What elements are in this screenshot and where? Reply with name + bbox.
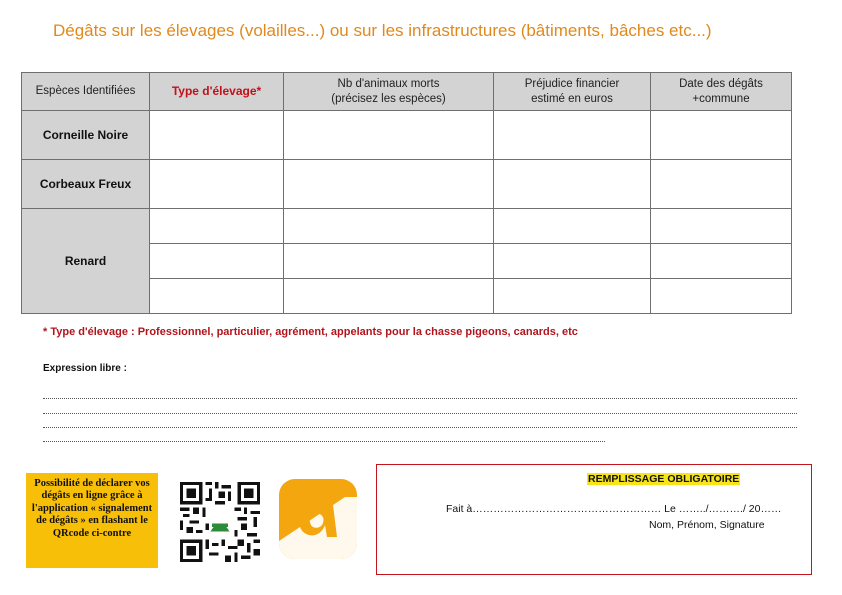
input-cell[interactable]: [150, 111, 284, 160]
expression-line[interactable]: [43, 441, 605, 442]
damage-table: [21, 72, 792, 314]
input-cell[interactable]: [284, 111, 494, 160]
header-damage-date: Date des dégâts +commune: [651, 73, 792, 111]
input-cell[interactable]: [494, 279, 651, 314]
input-cell[interactable]: [284, 244, 494, 279]
table-row: [22, 160, 792, 209]
table-row: [22, 111, 792, 160]
expression-line[interactable]: [43, 427, 797, 428]
qr-code-icon[interactable]: [180, 482, 260, 562]
expression-line[interactable]: [43, 413, 797, 414]
input-cell[interactable]: [651, 111, 792, 160]
place-date-line[interactable]: Fait à……………………………………………… Le ……../………./ 20……: [446, 503, 782, 515]
species-cell: Renard: [22, 209, 150, 314]
header-dead-animals: Nb d'animaux morts (précisez les espèces): [284, 73, 494, 111]
mandatory-label: REMPLISSAGE OBLIGATOIRE: [588, 473, 740, 485]
breeding-type-footnote: * Type d'élevage : Professionnel, particulier, agrément, appelants pour la chasse pigeons, canards, etc: [43, 326, 578, 338]
signature-box[interactable]: [376, 464, 812, 575]
input-cell[interactable]: [494, 160, 651, 209]
header-breeding-type: Type d'élevage*: [150, 73, 284, 111]
input-cell[interactable]: [284, 160, 494, 209]
input-cell[interactable]: [651, 279, 792, 314]
species-cell: Corbeaux Freux: [22, 160, 150, 209]
input-cell[interactable]: [150, 160, 284, 209]
input-cell[interactable]: [150, 244, 284, 279]
input-cell[interactable]: [651, 209, 792, 244]
input-cell[interactable]: [284, 209, 494, 244]
expression-label: Expression libre :: [43, 363, 127, 374]
table-header-row: [22, 73, 792, 111]
table-row: [22, 209, 792, 244]
expression-line[interactable]: [43, 398, 797, 399]
input-cell[interactable]: [494, 209, 651, 244]
input-cell[interactable]: [284, 279, 494, 314]
input-cell[interactable]: [651, 244, 792, 279]
header-species: Espèces Identifiées: [22, 73, 150, 111]
online-declaration-box: Possibilité de déclarer vos dégâts en ligne grâce à l'application « signalement de dégâts » en flashant le QRcode ci-contre: [26, 473, 158, 568]
input-cell[interactable]: [150, 209, 284, 244]
name-signature-label: Nom, Prénom, Signature: [649, 519, 765, 531]
page-title: Dégâts sur les élevages (volailles...) ou sur les infrastructures (bâtiments, bâches etc...): [53, 21, 712, 40]
input-cell[interactable]: [494, 111, 651, 160]
input-cell[interactable]: [494, 244, 651, 279]
app-logo-icon[interactable]: [279, 479, 357, 559]
header-financial-loss: Préjudice financier estimé en euros: [494, 73, 651, 111]
species-cell: Corneille Noire: [22, 111, 150, 160]
input-cell[interactable]: [651, 160, 792, 209]
input-cell[interactable]: [150, 279, 284, 314]
